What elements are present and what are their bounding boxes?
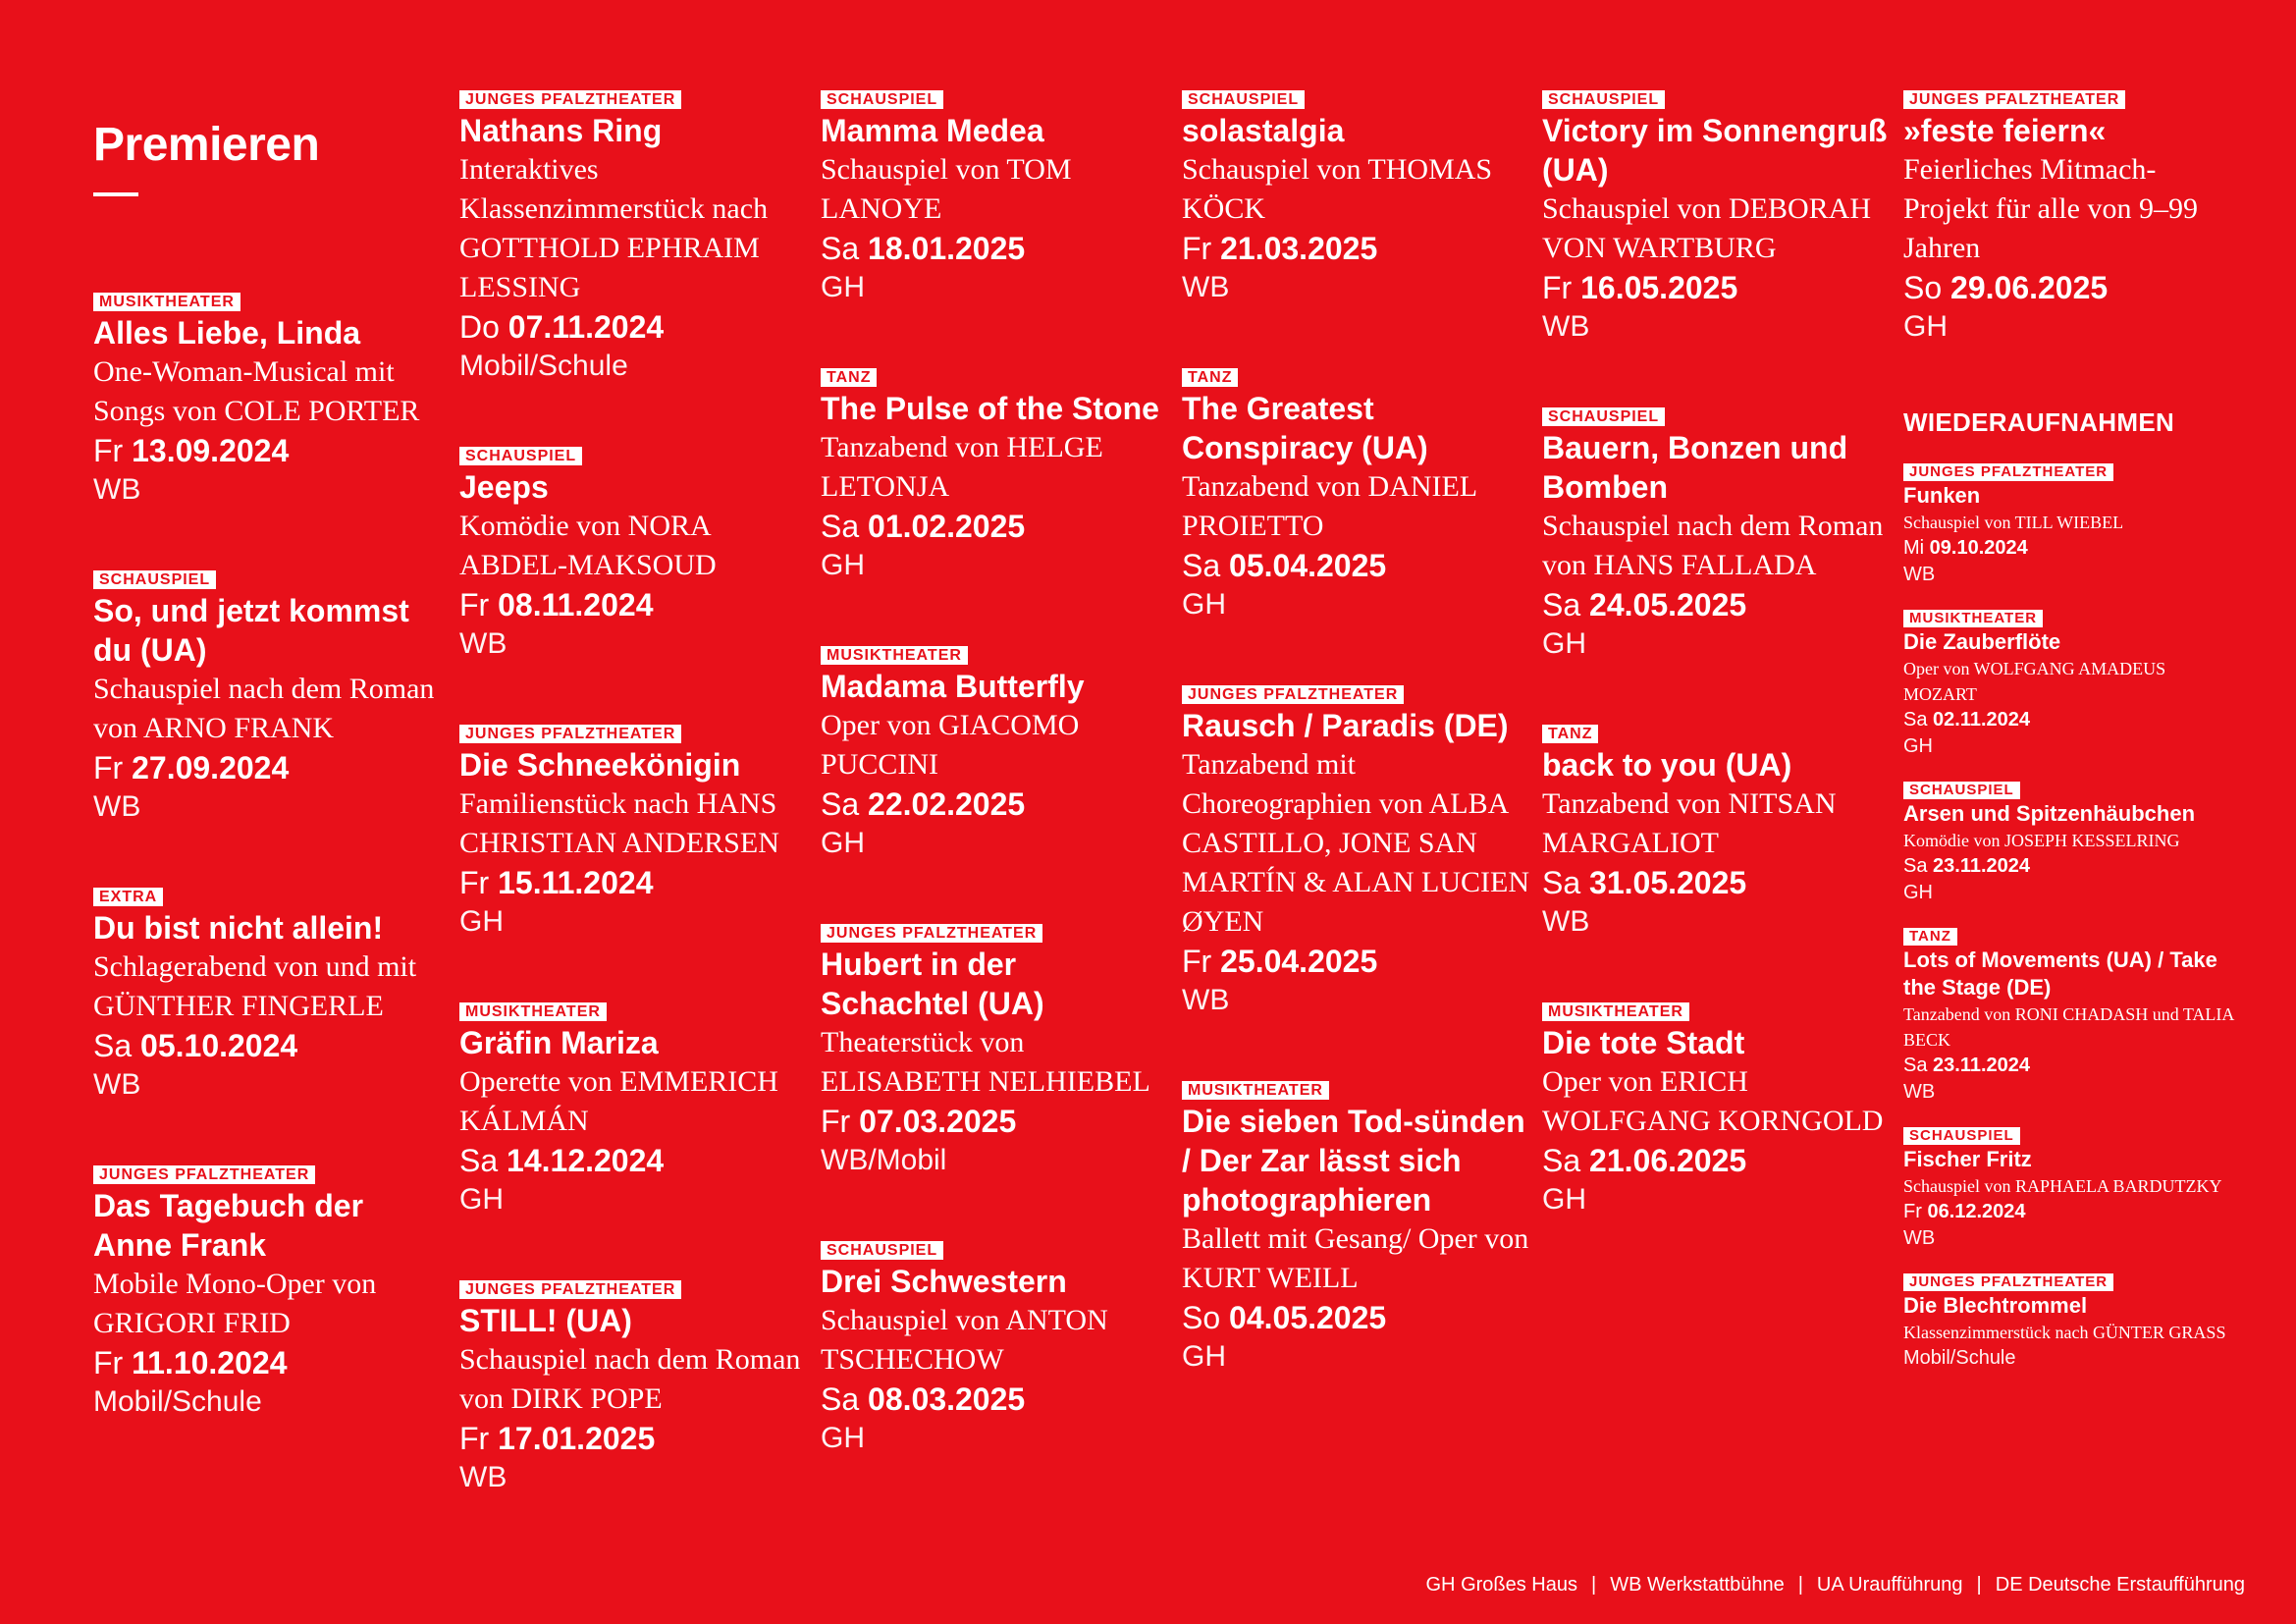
- weekday: Sa: [821, 1381, 860, 1417]
- list-item: [1542, 407, 1891, 664]
- venue: GH: [1903, 735, 1933, 757]
- category-tag: SCHAUSPIEL: [459, 447, 582, 465]
- list-item: [821, 646, 1169, 863]
- weekday: Sa: [1542, 1143, 1581, 1178]
- weekday: Sa: [1903, 1055, 1928, 1076]
- weekday: Sa: [1182, 548, 1221, 583]
- venue: WB: [93, 790, 141, 823]
- premiere-date: [93, 1343, 442, 1382]
- production-description: Schauspiel nach dem Roman von ARNO FRANK: [93, 673, 435, 744]
- date-value: 18.01.2025: [868, 231, 1026, 266]
- list-item: [459, 1002, 808, 1219]
- category-tag: SCHAUSPIEL: [1903, 1127, 2020, 1145]
- venue: GH: [1182, 1340, 1226, 1373]
- premiere-date: [459, 307, 808, 347]
- list-item: [459, 447, 808, 664]
- list-item: [459, 90, 808, 386]
- category-tag: JUNGES PFALZTHEATER: [459, 1280, 681, 1299]
- date-value: 08.11.2024: [498, 587, 654, 623]
- legend-label: Werkstattbühne: [1646, 1574, 1785, 1596]
- list-item: [93, 888, 442, 1105]
- date-value: 05.10.2024: [140, 1028, 298, 1063]
- production-title: Alles Liebe, Linda: [93, 315, 361, 351]
- weekday: Fr: [93, 750, 124, 785]
- category-tag: JUNGES PFALZTHEATER: [459, 90, 681, 109]
- weekday: Fr: [821, 1104, 851, 1139]
- production-title: Die tote Stadt: [1542, 1025, 1745, 1060]
- list-item: [821, 1241, 1169, 1458]
- column-5: [1542, 90, 1891, 1280]
- column-3: [821, 90, 1169, 1519]
- legend-label: Uraufführung: [1848, 1574, 1963, 1596]
- production-title: STILL! (UA): [459, 1303, 632, 1338]
- venue: GH: [459, 905, 504, 938]
- category-tag: JUNGES PFALZTHEATER: [459, 725, 681, 743]
- premiere-date: [459, 585, 808, 624]
- list-item: [821, 924, 1169, 1180]
- category-tag: JUNGES PFALZTHEATER: [1903, 1273, 2113, 1291]
- venue: WB: [1182, 271, 1230, 303]
- category-tag: JUNGES PFALZTHEATER: [1903, 463, 2113, 481]
- weekday: Fr: [1542, 270, 1573, 305]
- production-title: Die sieben Tod-sünden / Der Zar lässt sich photographieren: [1182, 1104, 1525, 1218]
- date-value: 22.02.2025: [868, 786, 1026, 822]
- production-title: Fischer Fritz: [1903, 1147, 2032, 1171]
- date-value: 01.02.2025: [868, 509, 1026, 544]
- production-title: Lots of Movements (UA) / Take the Stage (DE): [1903, 947, 2217, 1000]
- list-item: [93, 1165, 442, 1422]
- production-title: Die Zauberflöte: [1903, 629, 2061, 654]
- venue: Mobil/Schule: [93, 1385, 262, 1418]
- column-4: [1182, 90, 1530, 1437]
- list-item: [1903, 90, 2237, 347]
- production-description: Tanzabend mit Choreographien von ALBA CASTILLO, JONE SAN MARTÍN & ALAN LUCIEN ØYEN: [1182, 748, 1530, 938]
- legend-abbr: DE: [1995, 1574, 2023, 1596]
- production-title: Rausch / Paradis (DE): [1182, 708, 1509, 743]
- venue: GH: [1542, 1183, 1586, 1216]
- production-description: Schauspiel nach dem Roman von DIRK POPE: [459, 1343, 801, 1415]
- category-tag: SCHAUSPIEL: [821, 90, 943, 109]
- venue: WB: [93, 473, 141, 506]
- list-item: [1903, 1273, 2237, 1372]
- premiere-date: [93, 748, 442, 787]
- production-title: Die Schneekönigin: [459, 747, 741, 783]
- production-title: Du bist nicht allein!: [93, 910, 384, 946]
- premiere-date: [1542, 268, 1891, 307]
- premiere-date: [821, 1380, 1169, 1419]
- weekday: Sa: [1903, 709, 1928, 731]
- date-value: 07.03.2025: [859, 1104, 1017, 1139]
- category-tag: SCHAUSPIEL: [1182, 90, 1305, 109]
- weekday: Fr: [1182, 944, 1212, 979]
- production-description: Tanzabend von HELGE LETONJA: [821, 431, 1103, 503]
- list-item: [1542, 725, 1891, 942]
- venue: Mobil/Schule: [459, 350, 628, 382]
- date-value: 04.05.2025: [1229, 1300, 1387, 1335]
- premiere-date: [459, 1419, 808, 1458]
- weekday: Mi: [1903, 537, 1925, 559]
- date-value: 23.11.2024: [1933, 855, 2031, 877]
- date-value: 24.05.2025: [1589, 587, 1747, 623]
- date-value: 09.10.2024: [1929, 537, 2028, 559]
- list-item: [1903, 782, 2237, 906]
- legend-item: [1610, 1574, 1785, 1596]
- production-description: Familienstück nach HANS CHRISTIAN ANDERSEN: [459, 787, 779, 859]
- weekday: Do: [459, 309, 500, 345]
- premiere-date: [1182, 546, 1530, 585]
- weekday: Fr: [93, 433, 124, 468]
- weekday: So: [1903, 270, 1943, 305]
- production-description: Tanzabend von NITSAN MARGALIOT: [1542, 787, 1837, 859]
- column-2: [459, 90, 808, 1558]
- date-value: 13.09.2024: [132, 433, 290, 468]
- category-tag: MUSIKTHEATER: [93, 293, 240, 311]
- list-item: [1903, 463, 2237, 588]
- production-description: Feierliches Mitmach-Projekt für alle von 9–99 Jahren: [1903, 153, 2198, 264]
- production-title: The Pulse of the Stone: [821, 391, 1159, 426]
- production-description: Schauspiel nach dem Roman von HANS FALLADA: [1542, 510, 1884, 581]
- production-title: The Greatest Conspiracy (UA): [1182, 391, 1428, 465]
- legend-separator: |: [1797, 1574, 1803, 1596]
- production-title: Drei Schwestern: [821, 1264, 1067, 1299]
- production-title: Jeeps: [459, 469, 549, 505]
- venue: Mobil/Schule: [1903, 1347, 2016, 1369]
- category-tag: JUNGES PFALZTHEATER: [93, 1165, 315, 1184]
- category-tag: JUNGES PFALZTHEATER: [1182, 685, 1404, 704]
- premiere-date: [1903, 1199, 2237, 1225]
- production-title: Die Blechtrommel: [1903, 1293, 2088, 1318]
- premiere-date: [821, 507, 1169, 546]
- production-title: Victory im Sonnengruß (UA): [1542, 113, 1888, 188]
- list-item: [93, 293, 442, 510]
- page-title: Premieren: [93, 119, 320, 171]
- production-description: Komödie von JOSEPH KESSELRING: [1903, 831, 2180, 850]
- date-value: 23.11.2024: [1933, 1055, 2031, 1076]
- weekday: Sa: [1903, 855, 1928, 877]
- premiere-date: [1903, 268, 2237, 307]
- premiere-date: [1903, 1053, 2237, 1079]
- legend-footer: [1426, 1574, 2246, 1597]
- category-tag: SCHAUSPIEL: [821, 1241, 943, 1260]
- production-title: solastalgia: [1182, 113, 1345, 148]
- production-description: Schlagerabend von und mit GÜNTHER FINGERLE: [93, 950, 417, 1022]
- category-tag: TANZ: [1903, 928, 1957, 946]
- weekday: Sa: [821, 786, 860, 822]
- production-description: Theaterstück von ELISABETH NELHIEBEL: [821, 1026, 1150, 1098]
- category-tag: JUNGES PFALZTHEATER: [1903, 90, 2125, 109]
- premiere-date: [1903, 535, 2237, 562]
- venue: GH: [821, 549, 865, 581]
- production-description: Oper von GIACOMO PUCCINI: [821, 709, 1080, 781]
- premiere-date: [1182, 942, 1530, 981]
- premiere-date: [1542, 863, 1891, 902]
- production-description: One-Woman-Musical mit Songs von COLE PORTER: [93, 355, 420, 427]
- premiere-date: [1182, 1298, 1530, 1337]
- date-value: 02.11.2024: [1933, 709, 2031, 731]
- production-title: back to you (UA): [1542, 747, 1792, 783]
- list-item: [1182, 685, 1530, 1020]
- venue: GH: [821, 827, 865, 859]
- legend-label: Deutsche Erstaufführung: [2028, 1574, 2245, 1596]
- list-item: [459, 1280, 808, 1497]
- production-description: Operette von EMMERICH KÁLMÁN: [459, 1065, 778, 1137]
- production-description: Tanzabend von RONI CHADASH und TALIA BECK: [1903, 1004, 2234, 1050]
- list-item: [1182, 90, 1530, 307]
- category-tag: SCHAUSPIEL: [1542, 407, 1665, 426]
- legend-separator: |: [1591, 1574, 1597, 1596]
- list-item: [1903, 1127, 2237, 1252]
- list-item: [1182, 1081, 1530, 1377]
- weekday: Fr: [1903, 1201, 1922, 1222]
- legend-item: [1817, 1574, 1963, 1596]
- premiere-date: [821, 1102, 1169, 1141]
- production-title: Das Tagebuch der Anne Frank: [93, 1188, 364, 1263]
- venue: GH: [1903, 882, 1933, 903]
- weekday: Sa: [1542, 865, 1581, 900]
- weekday: Sa: [93, 1028, 133, 1063]
- weekday: Fr: [459, 1421, 490, 1456]
- production-title: Mamma Medea: [821, 113, 1044, 148]
- legend-item: [1426, 1574, 1578, 1596]
- category-tag: TANZ: [1542, 725, 1598, 743]
- production-description: Komödie von NORA ABDEL-MAKSOUD: [459, 510, 717, 581]
- legend-abbr: UA: [1816, 1574, 1843, 1596]
- production-title: Gräfin Mariza: [459, 1025, 659, 1060]
- category-tag: SCHAUSPIEL: [93, 570, 216, 589]
- weekday: Sa: [821, 509, 860, 544]
- date-value: 17.01.2025: [498, 1421, 656, 1456]
- production-description: Interaktives Klassenzimmerstück nach GOTTHOLD EPHRAIM LESSING: [459, 153, 769, 303]
- date-value: 21.06.2025: [1589, 1143, 1747, 1178]
- venue: WB: [1903, 1227, 1936, 1249]
- category-tag: TANZ: [1182, 368, 1238, 387]
- date-value: 08.03.2025: [868, 1381, 1026, 1417]
- production-title: So, und jetzt kommst du (UA): [93, 593, 409, 668]
- premiere-date: [821, 229, 1169, 268]
- production-title: »feste feiern«: [1903, 113, 2107, 148]
- premiere-date: [459, 863, 808, 902]
- venue: WB: [459, 627, 507, 660]
- production-description: Oper von ERICH WOLFGANG KORNGOLD: [1542, 1065, 1884, 1137]
- production-description: Schauspiel von DEBORAH VON WARTBURG: [1542, 192, 1871, 264]
- venue: WB: [1182, 984, 1230, 1016]
- list-item: [1903, 928, 2237, 1106]
- date-value: 05.04.2025: [1229, 548, 1387, 583]
- column-6: [1903, 90, 2237, 1393]
- venue: GH: [821, 1422, 865, 1454]
- category-tag: TANZ: [821, 368, 877, 387]
- date-value: 15.11.2024: [498, 865, 654, 900]
- venue: GH: [459, 1183, 504, 1216]
- weekday: Fr: [93, 1345, 124, 1380]
- venue: GH: [1182, 588, 1226, 621]
- production-description: Tanzabend von DANIEL PROIETTO: [1182, 470, 1477, 542]
- list-item: [93, 570, 442, 827]
- date-value: 16.05.2025: [1580, 270, 1738, 305]
- list-item: [821, 368, 1169, 585]
- venue: WB: [93, 1068, 141, 1101]
- date-value: 25.04.2025: [1220, 944, 1378, 979]
- production-description: Oper von WOLFGANG AMADEUS MOZART: [1903, 659, 2166, 704]
- list-item: [1182, 368, 1530, 624]
- weekday: So: [1182, 1300, 1221, 1335]
- premiere-date: [821, 785, 1169, 824]
- weekday: Sa: [821, 231, 860, 266]
- premiere-date: [459, 1141, 808, 1180]
- venue: WB: [1542, 905, 1590, 938]
- production-title: Hubert in der Schachtel (UA): [821, 947, 1044, 1021]
- venue: GH: [1542, 627, 1586, 660]
- premiere-date: [1542, 1141, 1891, 1180]
- venue: WB: [459, 1461, 507, 1493]
- production-description: Schauspiel von TILL WIEBEL: [1903, 513, 2124, 532]
- premiere-date: [1542, 585, 1891, 624]
- production-description: Klassenzimmerstück nach GÜNTER GRASS: [1903, 1323, 2226, 1342]
- production-description: Schauspiel von RAPHAELA BARDUTZKY: [1903, 1176, 2222, 1196]
- production-title: Arsen und Spitzenhäubchen: [1903, 801, 2196, 826]
- category-tag: MUSIKTHEATER: [1903, 610, 2043, 627]
- date-value: 14.12.2024: [507, 1143, 665, 1178]
- list-item: [1903, 610, 2237, 760]
- reprise-heading: WIEDERAUFNAHMEN: [1903, 407, 2175, 437]
- legend-abbr: GH: [1425, 1574, 1456, 1596]
- category-tag: MUSIKTHEATER: [821, 646, 968, 665]
- list-item: [459, 725, 808, 942]
- premiere-date: [1182, 229, 1530, 268]
- column-1: [93, 90, 442, 1483]
- production-title: Funken: [1903, 483, 1981, 508]
- production-description: Schauspiel von TOM LANOYE: [821, 153, 1072, 225]
- date-value: 31.05.2025: [1589, 865, 1747, 900]
- production-description: Mobile Mono-Oper von GRIGORI FRID: [93, 1268, 377, 1339]
- production-description: Schauspiel von THOMAS KÖCK: [1182, 153, 1493, 225]
- date-value: 06.12.2024: [1927, 1201, 2026, 1222]
- legend-item: [1996, 1574, 2245, 1596]
- venue: WB: [1903, 1081, 1936, 1103]
- production-description: Schauspiel von ANTON TSCHECHOW: [821, 1304, 1108, 1376]
- weekday: Sa: [459, 1143, 499, 1178]
- category-tag: MUSIKTHEATER: [1542, 1002, 1689, 1021]
- production-title: Bauern, Bonzen und Bomben: [1542, 430, 1848, 505]
- production-title: Madama Butterfly: [821, 669, 1085, 704]
- weekday: Fr: [459, 865, 490, 900]
- weekday: Sa: [1542, 587, 1581, 623]
- production-description: Ballett mit Gesang/ Oper von KURT WEILL: [1182, 1222, 1529, 1294]
- date-value: 07.11.2024: [507, 309, 665, 345]
- date-value: 29.06.2025: [1950, 270, 2109, 305]
- date-value: 21.03.2025: [1220, 231, 1378, 266]
- date-value: 27.09.2024: [132, 750, 290, 785]
- category-tag: SCHAUSPIEL: [1542, 90, 1665, 109]
- venue: GH: [1903, 310, 1948, 343]
- venue: WB/Mobil: [821, 1144, 947, 1176]
- title-underline: [93, 192, 138, 196]
- venue: WB: [1903, 564, 1936, 585]
- list-item: [1542, 90, 1891, 347]
- venue: WB: [1542, 310, 1590, 343]
- legend-abbr: WB: [1610, 1574, 1642, 1596]
- category-tag: MUSIKTHEATER: [459, 1002, 607, 1021]
- category-tag: EXTRA: [93, 888, 163, 906]
- category-tag: MUSIKTHEATER: [1182, 1081, 1329, 1100]
- date-value: 11.10.2024: [132, 1345, 288, 1380]
- production-title: Nathans Ring: [459, 113, 663, 148]
- venue: GH: [821, 271, 865, 303]
- premiere-date: [1903, 707, 2237, 733]
- list-item: [821, 90, 1169, 307]
- category-tag: SCHAUSPIEL: [1903, 782, 2020, 799]
- premiere-date: [1903, 853, 2237, 880]
- premiere-date: [93, 1026, 442, 1065]
- category-tag: JUNGES PFALZTHEATER: [821, 924, 1042, 943]
- premiere-date: [93, 431, 442, 470]
- legend-label: Großes Haus: [1461, 1574, 1577, 1596]
- weekday: Fr: [1182, 231, 1212, 266]
- weekday: Fr: [459, 587, 490, 623]
- list-item: [1542, 1002, 1891, 1219]
- legend-separator: |: [1976, 1574, 1982, 1596]
